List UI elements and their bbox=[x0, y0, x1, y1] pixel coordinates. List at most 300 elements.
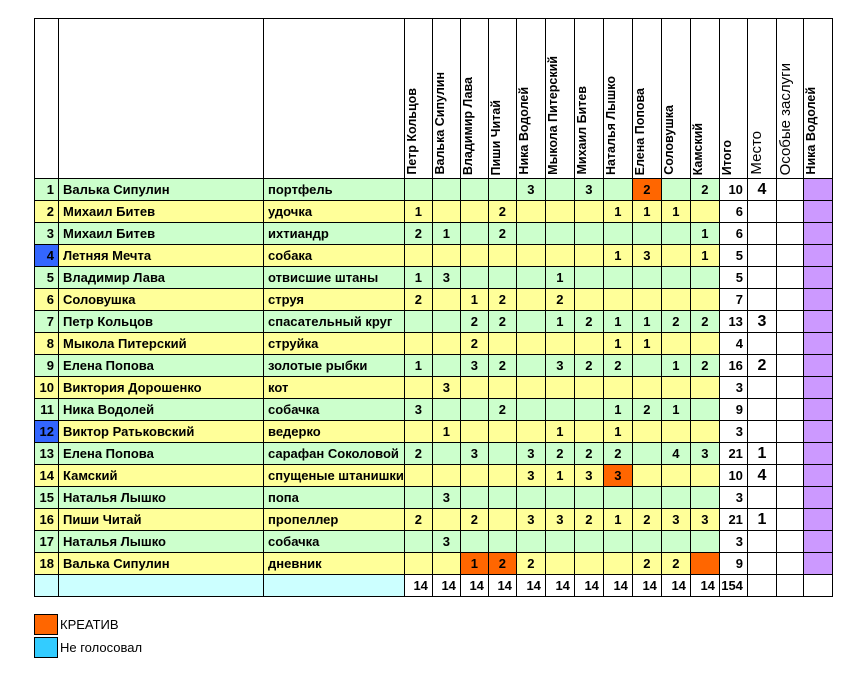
vote-cell bbox=[632, 267, 661, 289]
vote-cell: 2 bbox=[545, 443, 574, 465]
vote-cell bbox=[545, 531, 574, 553]
vote-cell bbox=[545, 201, 574, 223]
vote-cell bbox=[661, 531, 690, 553]
legend-swatch-creative bbox=[34, 614, 58, 635]
row-number: 11 bbox=[35, 399, 59, 421]
vote-cell bbox=[460, 245, 488, 267]
vote-cell bbox=[690, 553, 719, 575]
column-total: 14 bbox=[432, 575, 460, 597]
gift-name: струя bbox=[264, 289, 405, 311]
row-total: 10 bbox=[719, 179, 747, 201]
totals-blank bbox=[803, 575, 832, 597]
vote-cell: 2 bbox=[632, 399, 661, 421]
totals-row bbox=[35, 575, 833, 597]
gift-name: портфель bbox=[264, 179, 405, 201]
vote-cell bbox=[690, 267, 719, 289]
vote-cell: 3 bbox=[690, 509, 719, 531]
row-number: 15 bbox=[35, 487, 59, 509]
vote-cell bbox=[404, 179, 432, 201]
extra-cell bbox=[803, 465, 832, 487]
row-place bbox=[747, 201, 776, 223]
row-total: 5 bbox=[719, 245, 747, 267]
totals-blank bbox=[35, 575, 59, 597]
row-place bbox=[747, 267, 776, 289]
gift-name: отвисшие штаны bbox=[264, 267, 405, 289]
vote-cell bbox=[661, 245, 690, 267]
row-total: 3 bbox=[719, 487, 747, 509]
participant-name: Наталья Лышко bbox=[59, 531, 264, 553]
vote-cell bbox=[488, 179, 516, 201]
totals-blank bbox=[59, 575, 264, 597]
column-total: 14 bbox=[603, 575, 632, 597]
gift-name: золотые рыбки bbox=[264, 355, 405, 377]
vote-cell: 2 bbox=[603, 355, 632, 377]
vote-cell bbox=[404, 487, 432, 509]
vote-cell: 2 bbox=[404, 509, 432, 531]
vote-cell: 1 bbox=[603, 311, 632, 333]
row-total: 9 bbox=[719, 553, 747, 575]
vote-cell: 1 bbox=[661, 355, 690, 377]
vote-cell bbox=[661, 179, 690, 201]
participant-name: Наталья Лышко bbox=[59, 487, 264, 509]
totals-blank bbox=[776, 575, 803, 597]
gift-name: струйка bbox=[264, 333, 405, 355]
participant-name: Соловушка bbox=[59, 289, 264, 311]
vote-cell bbox=[516, 487, 545, 509]
vote-cell: 2 bbox=[632, 509, 661, 531]
gift-name: сарафан Соколовой bbox=[264, 443, 405, 465]
table-row bbox=[35, 223, 833, 245]
vote-cell bbox=[488, 443, 516, 465]
extra-cell bbox=[803, 267, 832, 289]
participant-name: Пиши Читай bbox=[59, 509, 264, 531]
vote-cell bbox=[432, 399, 460, 421]
vote-cell bbox=[460, 377, 488, 399]
vote-cell bbox=[404, 465, 432, 487]
vote-cell: 2 bbox=[488, 399, 516, 421]
vote-cell: 1 bbox=[632, 311, 661, 333]
column-total: 14 bbox=[632, 575, 661, 597]
row-total: 6 bbox=[719, 201, 747, 223]
vote-cell: 4 bbox=[661, 443, 690, 465]
vote-cell bbox=[545, 399, 574, 421]
col-header-merit: Особые заслуги bbox=[776, 19, 803, 179]
row-number: 13 bbox=[35, 443, 59, 465]
column-total: 14 bbox=[661, 575, 690, 597]
vote-cell bbox=[603, 179, 632, 201]
row-number: 7 bbox=[35, 311, 59, 333]
vote-cell bbox=[545, 245, 574, 267]
participant-name: Валька Сипулин bbox=[59, 553, 264, 575]
vote-cell bbox=[603, 553, 632, 575]
vote-cell: 2 bbox=[574, 355, 603, 377]
extra-cell bbox=[803, 179, 832, 201]
extra-cell bbox=[803, 509, 832, 531]
vote-cell bbox=[632, 355, 661, 377]
vote-cell: 2 bbox=[661, 553, 690, 575]
merit-cell bbox=[776, 201, 803, 223]
vote-cell bbox=[432, 553, 460, 575]
totals-blank bbox=[264, 575, 405, 597]
vote-cell bbox=[516, 289, 545, 311]
header-name-blank bbox=[59, 19, 264, 179]
merit-cell bbox=[776, 487, 803, 509]
col-header-place: Место bbox=[747, 19, 776, 179]
row-place bbox=[747, 531, 776, 553]
vote-cell: 1 bbox=[603, 509, 632, 531]
vote-cell bbox=[603, 223, 632, 245]
participant-name: Камский bbox=[59, 465, 264, 487]
vote-cell bbox=[488, 267, 516, 289]
table-row bbox=[35, 289, 833, 311]
vote-cell bbox=[574, 201, 603, 223]
row-place bbox=[747, 223, 776, 245]
header-gift-blank bbox=[264, 19, 405, 179]
gift-name: дневник bbox=[264, 553, 405, 575]
vote-cell bbox=[632, 465, 661, 487]
col-header: Владимир Лава bbox=[460, 19, 488, 179]
vote-cell bbox=[488, 509, 516, 531]
vote-cell: 1 bbox=[545, 267, 574, 289]
vote-cell: 3 bbox=[574, 465, 603, 487]
vote-cell bbox=[516, 333, 545, 355]
table-row bbox=[35, 245, 833, 267]
vote-cell bbox=[661, 377, 690, 399]
vote-cell: 2 bbox=[488, 201, 516, 223]
col-header: Ника Водолей bbox=[516, 19, 545, 179]
vote-cell bbox=[432, 201, 460, 223]
vote-cell bbox=[404, 333, 432, 355]
vote-cell: 1 bbox=[404, 267, 432, 289]
vote-cell: 1 bbox=[545, 465, 574, 487]
voting-table bbox=[34, 18, 833, 597]
gift-name: собачка bbox=[264, 399, 405, 421]
row-place bbox=[747, 333, 776, 355]
extra-cell bbox=[803, 201, 832, 223]
vote-cell bbox=[661, 267, 690, 289]
vote-cell: 2 bbox=[460, 509, 488, 531]
vote-cell: 3 bbox=[404, 399, 432, 421]
vote-cell: 2 bbox=[661, 311, 690, 333]
vote-cell: 2 bbox=[404, 289, 432, 311]
legend-label-creative: КРЕАТИВ bbox=[60, 617, 119, 632]
col-header: Соловушка bbox=[661, 19, 690, 179]
vote-cell bbox=[404, 553, 432, 575]
vote-cell bbox=[603, 377, 632, 399]
vote-cell: 2 bbox=[574, 443, 603, 465]
vote-cell bbox=[404, 311, 432, 333]
vote-cell bbox=[574, 531, 603, 553]
vote-cell bbox=[661, 465, 690, 487]
vote-cell bbox=[460, 399, 488, 421]
vote-cell: 1 bbox=[661, 399, 690, 421]
vote-cell bbox=[404, 531, 432, 553]
col-header: Камский bbox=[690, 19, 719, 179]
table-row bbox=[35, 355, 833, 377]
vote-cell bbox=[460, 531, 488, 553]
vote-cell bbox=[432, 245, 460, 267]
participant-name: Елена Попова bbox=[59, 355, 264, 377]
vote-cell: 1 bbox=[460, 553, 488, 575]
col-header: Елена Попова bbox=[632, 19, 661, 179]
vote-cell bbox=[404, 245, 432, 267]
extra-cell bbox=[803, 245, 832, 267]
vote-cell bbox=[432, 179, 460, 201]
vote-cell: 2 bbox=[516, 553, 545, 575]
vote-cell: 2 bbox=[603, 443, 632, 465]
vote-cell bbox=[632, 421, 661, 443]
vote-cell bbox=[516, 201, 545, 223]
vote-cell bbox=[432, 311, 460, 333]
vote-cell bbox=[404, 421, 432, 443]
row-number: 16 bbox=[35, 509, 59, 531]
vote-cell bbox=[432, 333, 460, 355]
vote-cell bbox=[545, 223, 574, 245]
vote-cell: 2 bbox=[404, 223, 432, 245]
vote-cell: 3 bbox=[432, 487, 460, 509]
extra-cell bbox=[803, 399, 832, 421]
merit-cell bbox=[776, 333, 803, 355]
participant-name: Владимир Лава bbox=[59, 267, 264, 289]
vote-cell: 3 bbox=[516, 443, 545, 465]
vote-cell bbox=[632, 289, 661, 311]
vote-cell bbox=[632, 443, 661, 465]
table-row bbox=[35, 333, 833, 355]
row-total: 3 bbox=[719, 377, 747, 399]
vote-cell: 3 bbox=[432, 267, 460, 289]
gift-name: пропеллер bbox=[264, 509, 405, 531]
row-place: 1 bbox=[747, 509, 776, 531]
row-total: 21 bbox=[719, 509, 747, 531]
table-body bbox=[35, 19, 833, 597]
table-row bbox=[35, 311, 833, 333]
table-row bbox=[35, 487, 833, 509]
vote-cell bbox=[603, 531, 632, 553]
vote-cell bbox=[690, 333, 719, 355]
row-total: 6 bbox=[719, 223, 747, 245]
vote-cell bbox=[690, 201, 719, 223]
table-row bbox=[35, 465, 833, 487]
vote-cell bbox=[690, 465, 719, 487]
vote-cell: 3 bbox=[432, 377, 460, 399]
col-header: Наталья Лышко bbox=[603, 19, 632, 179]
vote-cell: 1 bbox=[661, 201, 690, 223]
vote-cell: 2 bbox=[460, 311, 488, 333]
vote-cell bbox=[432, 443, 460, 465]
vote-cell: 3 bbox=[460, 355, 488, 377]
vote-cell bbox=[632, 377, 661, 399]
vote-cell bbox=[460, 223, 488, 245]
vote-cell bbox=[432, 509, 460, 531]
vote-cell bbox=[690, 421, 719, 443]
merit-cell bbox=[776, 179, 803, 201]
col-header: Пиши Читай bbox=[488, 19, 516, 179]
vote-cell: 1 bbox=[432, 223, 460, 245]
participant-name: Виктор Ратьковский bbox=[59, 421, 264, 443]
vote-cell bbox=[574, 487, 603, 509]
vote-cell: 3 bbox=[516, 179, 545, 201]
vote-cell: 2 bbox=[488, 311, 516, 333]
vote-cell: 2 bbox=[574, 311, 603, 333]
vote-cell bbox=[516, 421, 545, 443]
vote-cell bbox=[603, 267, 632, 289]
col-header: Валька Сипулин bbox=[432, 19, 460, 179]
legend-label-novote: Не голосовал bbox=[60, 640, 143, 655]
vote-cell bbox=[574, 553, 603, 575]
gift-name: собака bbox=[264, 245, 405, 267]
vote-cell bbox=[603, 289, 632, 311]
vote-cell bbox=[545, 179, 574, 201]
vote-cell: 2 bbox=[488, 355, 516, 377]
vote-cell: 3 bbox=[516, 465, 545, 487]
vote-cell: 1 bbox=[603, 421, 632, 443]
column-total: 14 bbox=[516, 575, 545, 597]
merit-cell bbox=[776, 399, 803, 421]
extra-cell bbox=[803, 311, 832, 333]
header-row bbox=[35, 19, 833, 179]
row-place bbox=[747, 487, 776, 509]
vote-cell bbox=[545, 377, 574, 399]
vote-cell bbox=[516, 245, 545, 267]
row-number: 8 bbox=[35, 333, 59, 355]
table-row bbox=[35, 553, 833, 575]
vote-cell bbox=[516, 267, 545, 289]
grand-total: 154 bbox=[719, 575, 747, 597]
table-row bbox=[35, 531, 833, 553]
vote-cell: 1 bbox=[690, 223, 719, 245]
vote-cell: 1 bbox=[460, 289, 488, 311]
merit-cell bbox=[776, 289, 803, 311]
vote-cell bbox=[516, 531, 545, 553]
vote-cell: 3 bbox=[690, 443, 719, 465]
vote-cell bbox=[460, 421, 488, 443]
merit-cell bbox=[776, 245, 803, 267]
vote-cell: 1 bbox=[545, 421, 574, 443]
gift-name: ведерко bbox=[264, 421, 405, 443]
vote-cell: 2 bbox=[404, 443, 432, 465]
vote-cell: 2 bbox=[460, 333, 488, 355]
row-number: 2 bbox=[35, 201, 59, 223]
vote-cell bbox=[432, 465, 460, 487]
vote-cell bbox=[632, 223, 661, 245]
merit-cell bbox=[776, 553, 803, 575]
vote-cell: 3 bbox=[545, 509, 574, 531]
row-total: 7 bbox=[719, 289, 747, 311]
vote-cell bbox=[574, 377, 603, 399]
gift-name: спасательный круг bbox=[264, 311, 405, 333]
row-number: 17 bbox=[35, 531, 59, 553]
gift-name: ихтиандр bbox=[264, 223, 405, 245]
row-total: 10 bbox=[719, 465, 747, 487]
col-header: Петр Кольцов bbox=[404, 19, 432, 179]
vote-cell bbox=[432, 289, 460, 311]
participant-name: Михаил Битев bbox=[59, 201, 264, 223]
vote-cell bbox=[488, 465, 516, 487]
vote-cell: 1 bbox=[404, 355, 432, 377]
extra-cell bbox=[803, 377, 832, 399]
column-total: 14 bbox=[690, 575, 719, 597]
vote-cell: 1 bbox=[603, 333, 632, 355]
vote-cell bbox=[545, 333, 574, 355]
merit-cell bbox=[776, 311, 803, 333]
vote-cell bbox=[574, 289, 603, 311]
row-number: 4 bbox=[35, 245, 59, 267]
column-total: 14 bbox=[404, 575, 432, 597]
vote-cell: 3 bbox=[460, 443, 488, 465]
vote-cell bbox=[661, 289, 690, 311]
vote-cell: 2 bbox=[574, 509, 603, 531]
merit-cell bbox=[776, 421, 803, 443]
vote-cell bbox=[545, 553, 574, 575]
vote-cell bbox=[661, 487, 690, 509]
col-header-total: Итого bbox=[719, 19, 747, 179]
vote-cell bbox=[690, 399, 719, 421]
vote-cell bbox=[661, 223, 690, 245]
vote-cell: 2 bbox=[488, 553, 516, 575]
column-total: 14 bbox=[488, 575, 516, 597]
participant-name: Летняя Мечта bbox=[59, 245, 264, 267]
vote-cell bbox=[488, 421, 516, 443]
gift-name: удочка bbox=[264, 201, 405, 223]
column-total: 14 bbox=[574, 575, 603, 597]
row-total: 21 bbox=[719, 443, 747, 465]
participant-name: Михаил Битев bbox=[59, 223, 264, 245]
row-total: 9 bbox=[719, 399, 747, 421]
vote-cell: 1 bbox=[632, 201, 661, 223]
vote-cell bbox=[632, 487, 661, 509]
row-place: 4 bbox=[747, 179, 776, 201]
vote-cell: 1 bbox=[603, 399, 632, 421]
vote-cell bbox=[460, 465, 488, 487]
table-row bbox=[35, 443, 833, 465]
vote-cell bbox=[488, 377, 516, 399]
gift-name: собачка bbox=[264, 531, 405, 553]
vote-cell bbox=[661, 421, 690, 443]
row-place: 3 bbox=[747, 311, 776, 333]
row-number: 6 bbox=[35, 289, 59, 311]
table-row bbox=[35, 399, 833, 421]
merit-cell bbox=[776, 267, 803, 289]
row-total: 5 bbox=[719, 267, 747, 289]
vote-cell: 2 bbox=[488, 223, 516, 245]
participant-name: Елена Попова bbox=[59, 443, 264, 465]
vote-cell: 2 bbox=[690, 355, 719, 377]
vote-cell bbox=[574, 223, 603, 245]
gift-name: спущеные штанишки bbox=[264, 465, 405, 487]
vote-cell bbox=[690, 531, 719, 553]
merit-cell bbox=[776, 465, 803, 487]
vote-cell bbox=[574, 333, 603, 355]
row-total: 3 bbox=[719, 531, 747, 553]
vote-cell bbox=[404, 377, 432, 399]
vote-cell bbox=[432, 355, 460, 377]
vote-cell: 2 bbox=[632, 179, 661, 201]
vote-cell bbox=[690, 487, 719, 509]
vote-cell bbox=[516, 377, 545, 399]
participant-name: Петр Кольцов bbox=[59, 311, 264, 333]
vote-cell: 2 bbox=[690, 311, 719, 333]
row-place: 4 bbox=[747, 465, 776, 487]
vote-cell bbox=[488, 531, 516, 553]
vote-cell: 1 bbox=[404, 201, 432, 223]
row-number: 5 bbox=[35, 267, 59, 289]
row-place: 2 bbox=[747, 355, 776, 377]
row-total: 4 bbox=[719, 333, 747, 355]
merit-cell bbox=[776, 223, 803, 245]
row-number: 14 bbox=[35, 465, 59, 487]
vote-cell: 2 bbox=[545, 289, 574, 311]
vote-cell bbox=[516, 399, 545, 421]
